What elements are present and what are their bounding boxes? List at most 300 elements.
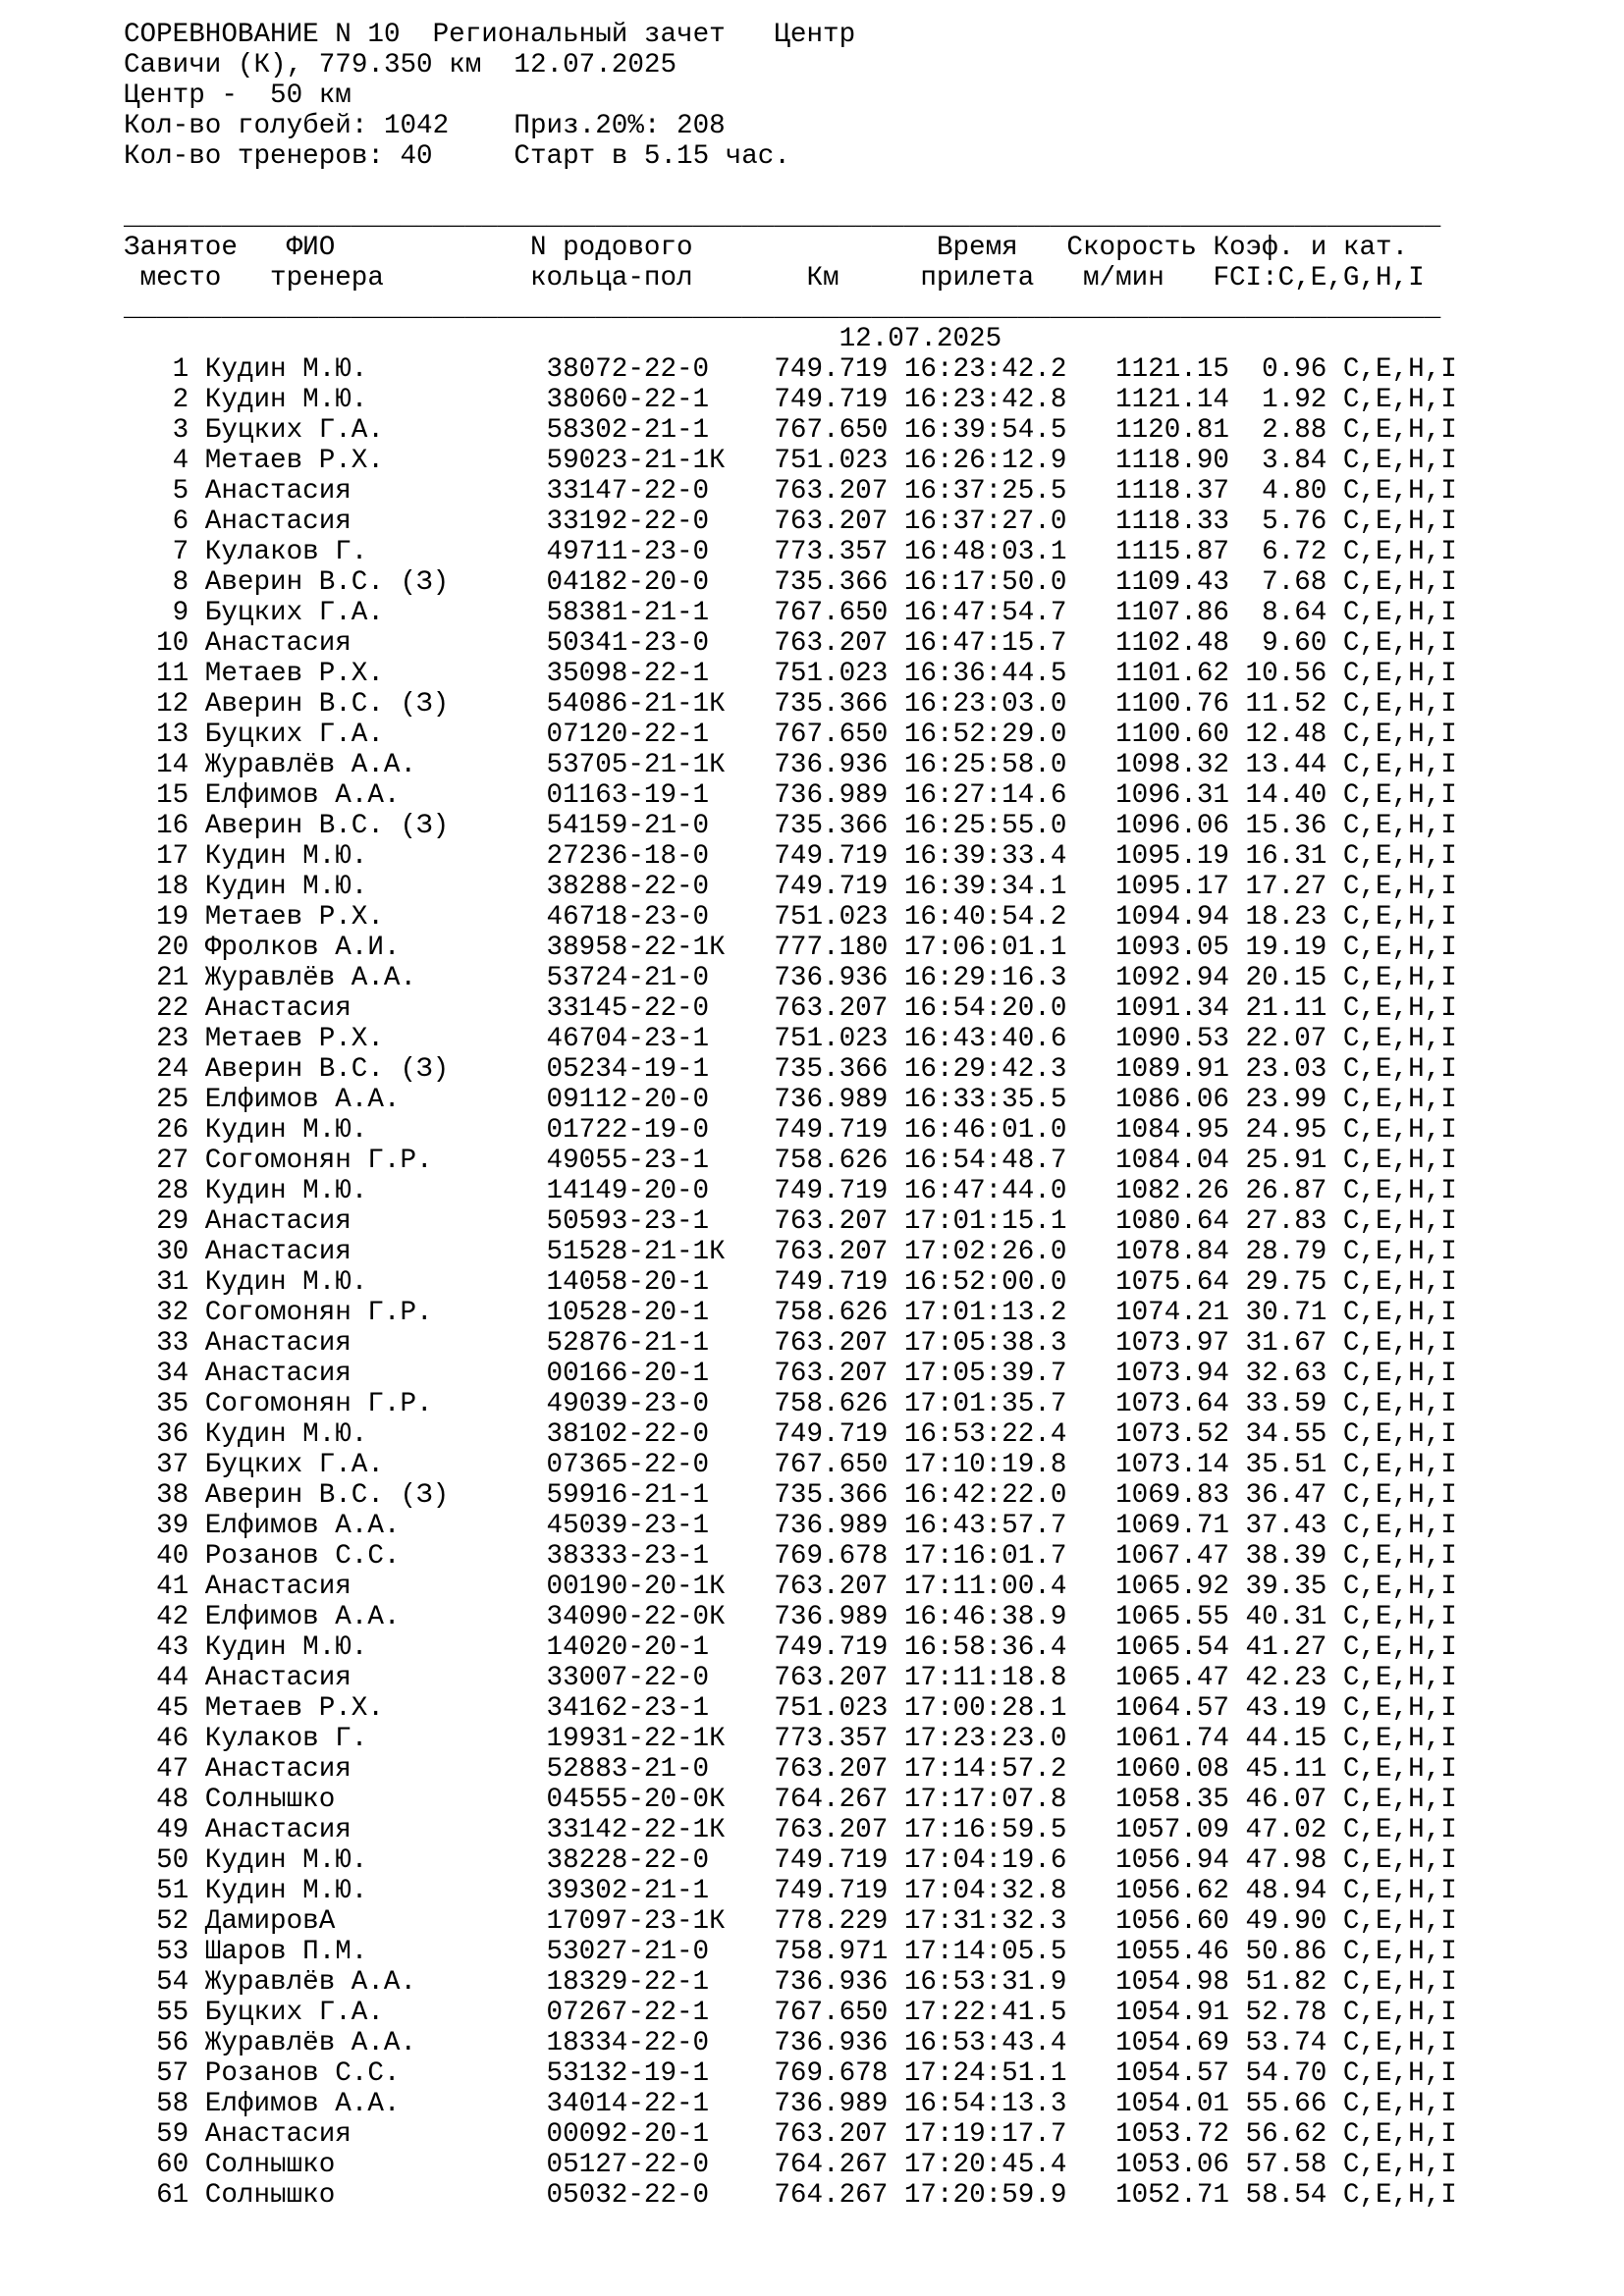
coef-cell: 37.43	[1245, 1511, 1327, 1541]
speed-cell: 1090.53	[1115, 1024, 1229, 1054]
km-cell: 773.357	[774, 1724, 889, 1754]
arrival-time-cell: 16:26:12.9	[903, 446, 1067, 476]
trainer-cell: Солнышко	[204, 2150, 336, 2180]
category-cell: C,E,H,I	[1342, 1906, 1457, 1937]
table-header-row-1	[124, 233, 1624, 263]
category-cell: C,E,H,I	[1342, 872, 1457, 902]
km-cell: 749.719	[774, 1115, 889, 1146]
speed-cell: 1053.72	[1115, 2119, 1229, 2150]
place-cell: 19	[156, 902, 189, 933]
km-cell: 749.719	[774, 1176, 889, 1206]
km-cell: 751.023	[774, 446, 889, 476]
category-cell: C,E,H,I	[1342, 1998, 1457, 2028]
result-row	[124, 1815, 1624, 1845]
ring-cell: 50593-23-1	[546, 1206, 710, 1237]
result-row	[124, 1693, 1624, 1724]
trainer-cell: Кудин М.Ю.	[204, 1267, 368, 1298]
coef-cell: 25.91	[1245, 1146, 1327, 1176]
result-row	[124, 933, 1624, 963]
speed-cell: 1096.06	[1115, 811, 1229, 841]
table-rule-bottom: _________________________________________________________________________________	[124, 294, 1441, 324]
result-row	[124, 1511, 1624, 1541]
km-cell: 749.719	[774, 1632, 889, 1663]
km-cell: 736.989	[774, 1602, 889, 1632]
km-cell: 749.719	[774, 872, 889, 902]
km-cell: 763.207	[774, 628, 889, 659]
ring-cell: 50341-23-0	[546, 628, 710, 659]
km-cell: 778.229	[774, 1906, 889, 1937]
coef-cell: 36.47	[1245, 1480, 1327, 1511]
place-cell: 52	[156, 1906, 189, 1937]
coef-cell: 51.82	[1245, 1967, 1327, 1998]
speed-cell: 1064.57	[1115, 1693, 1229, 1724]
report-stats-line-1: Кол-во голубей: 1042 Приз.20%: 208	[124, 111, 726, 141]
speed-cell: 1056.62	[1115, 1876, 1229, 1906]
category-cell: C,E,H,I	[1342, 933, 1457, 963]
category-cell: C,E,H,I	[1342, 415, 1457, 446]
coef-cell: 3.84	[1262, 446, 1327, 476]
category-cell: C,E,H,I	[1342, 1815, 1457, 1845]
arrival-time-cell: 16:39:34.1	[903, 872, 1067, 902]
trainer-cell: Анастасия	[204, 476, 352, 507]
result-row	[124, 507, 1624, 537]
trainer-cell: Кудин М.Ю.	[204, 1115, 368, 1146]
trainer-cell: Кудин М.Ю.	[204, 1419, 368, 1450]
category-cell: C,E,H,I	[1342, 780, 1457, 811]
place-cell: 35	[156, 1389, 189, 1419]
km-cell: 767.650	[774, 598, 889, 628]
speed-cell: 1080.64	[1115, 1206, 1229, 1237]
km-cell: 758.626	[774, 1146, 889, 1176]
trainer-cell: Кудин М.Ю.	[204, 354, 368, 385]
place-cell: 37	[156, 1450, 189, 1480]
category-cell: C,E,H,I	[1342, 628, 1457, 659]
category-cell: C,E,H,I	[1342, 1359, 1457, 1389]
category-cell: C,E,H,I	[1342, 1176, 1457, 1206]
result-row	[124, 1632, 1624, 1663]
result-row	[124, 993, 1624, 1024]
arrival-time-cell: 17:16:59.5	[903, 1815, 1067, 1845]
speed-cell: 1065.55	[1115, 1602, 1229, 1632]
result-row	[124, 841, 1624, 872]
result-row	[124, 415, 1624, 446]
category-cell: C,E,H,I	[1342, 1085, 1457, 1115]
arrival-time-cell: 16:33:35.5	[903, 1085, 1067, 1115]
coef-cell: 44.15	[1245, 1724, 1327, 1754]
arrival-time-cell: 16:40:54.2	[903, 902, 1067, 933]
result-row	[124, 1237, 1624, 1267]
place-cell: 59	[156, 2119, 189, 2150]
trainer-cell: Кудин М.Ю.	[204, 1876, 368, 1906]
ring-cell: 33147-22-0	[546, 476, 710, 507]
arrival-time-cell: 16:29:16.3	[903, 963, 1067, 993]
place-cell: 6	[172, 507, 189, 537]
coef-cell: 22.07	[1245, 1024, 1327, 1054]
ring-cell: 07365-22-0	[546, 1450, 710, 1480]
km-cell: 763.207	[774, 507, 889, 537]
ring-cell: 01163-19-1	[546, 780, 710, 811]
ring-cell: 05127-22-0	[546, 2150, 710, 2180]
km-cell: 735.366	[774, 567, 889, 598]
ring-cell: 33142-22-1К	[546, 1815, 726, 1845]
km-cell: 736.936	[774, 2028, 889, 2058]
col-header-place-1: Занятое	[124, 233, 238, 263]
place-cell: 54	[156, 1967, 189, 1998]
result-row	[124, 1298, 1624, 1328]
trainer-cell: Елфимов А.А.	[204, 1602, 401, 1632]
category-cell: C,E,H,I	[1342, 1115, 1457, 1146]
speed-cell: 1121.14	[1115, 385, 1229, 415]
coef-cell: 30.71	[1245, 1298, 1327, 1328]
col-header-ring-2: кольца-пол	[529, 263, 693, 294]
speed-cell: 1101.62	[1115, 659, 1229, 689]
place-cell: 55	[156, 1998, 189, 2028]
coef-cell: 4.80	[1262, 476, 1327, 507]
ring-cell: 54086-21-1К	[546, 689, 726, 720]
place-cell: 9	[172, 598, 189, 628]
coef-cell: 45.11	[1245, 1754, 1327, 1785]
speed-cell: 1098.32	[1115, 750, 1229, 780]
trainer-cell: Анастасия	[204, 1328, 352, 1359]
trainer-cell: Метаев Р.Х.	[204, 1693, 384, 1724]
speed-cell: 1052.71	[1115, 2180, 1229, 2211]
result-row	[124, 476, 1624, 507]
km-cell: 764.267	[774, 1785, 889, 1815]
category-cell: C,E,H,I	[1342, 1419, 1457, 1450]
category-cell: C,E,H,I	[1342, 1450, 1457, 1480]
category-cell: C,E,H,I	[1342, 1632, 1457, 1663]
coef-cell: 27.83	[1245, 1206, 1327, 1237]
category-cell: C,E,H,I	[1342, 2058, 1457, 2089]
trainer-cell: ДамировА	[204, 1906, 336, 1937]
place-cell: 32	[156, 1298, 189, 1328]
trainer-cell: Анастасия	[204, 1572, 352, 1602]
result-row	[124, 567, 1624, 598]
place-cell: 51	[156, 1876, 189, 1906]
result-row	[124, 780, 1624, 811]
trainer-cell: Кулаков Г.	[204, 537, 368, 567]
category-cell: C,E,H,I	[1342, 1967, 1457, 1998]
km-cell: 749.719	[774, 354, 889, 385]
table-date-line	[124, 324, 1624, 354]
speed-cell: 1100.60	[1115, 720, 1229, 750]
km-cell: 769.678	[774, 1541, 889, 1572]
arrival-time-cell: 17:10:19.8	[903, 1450, 1067, 1480]
coef-cell: 7.68	[1262, 567, 1327, 598]
km-cell: 749.719	[774, 1876, 889, 1906]
speed-cell: 1084.04	[1115, 1146, 1229, 1176]
result-row	[124, 720, 1624, 750]
coef-cell: 46.07	[1245, 1785, 1327, 1815]
trainer-cell: Метаев Р.Х.	[204, 1024, 384, 1054]
trainer-cell: Согомонян Г.Р.	[204, 1298, 433, 1328]
category-cell: C,E,H,I	[1342, 1693, 1457, 1724]
ring-cell: 53132-19-1	[546, 2058, 710, 2089]
coef-cell: 47.02	[1245, 1815, 1327, 1845]
trainer-cell: Аверин В.С. (З)	[204, 567, 450, 598]
trainer-cell: Солнышко	[204, 1785, 336, 1815]
arrival-time-cell: 17:23:23.0	[903, 1724, 1067, 1754]
coef-cell: 42.23	[1245, 1663, 1327, 1693]
arrival-time-cell: 17:01:35.7	[903, 1389, 1067, 1419]
arrival-time-cell: 16:54:48.7	[903, 1146, 1067, 1176]
trainer-cell: Кудин М.Ю.	[204, 841, 368, 872]
speed-cell: 1093.05	[1115, 933, 1229, 963]
trainer-cell: Анастасия	[204, 1359, 352, 1389]
result-row	[124, 1480, 1624, 1511]
place-cell: 16	[156, 811, 189, 841]
category-cell: C,E,H,I	[1342, 567, 1457, 598]
category-cell: C,E,H,I	[1342, 1785, 1457, 1815]
coef-cell: 23.03	[1245, 1054, 1327, 1085]
trainer-cell: Кудин М.Ю.	[204, 385, 368, 415]
ring-cell: 49055-23-1	[546, 1146, 710, 1176]
result-row	[124, 1085, 1624, 1115]
place-cell: 7	[172, 537, 189, 567]
coef-cell: 40.31	[1245, 1602, 1327, 1632]
trainer-cell: Кудин М.Ю.	[204, 872, 368, 902]
place-cell: 11	[156, 659, 189, 689]
arrival-time-cell: 16:37:25.5	[903, 476, 1067, 507]
arrival-time-cell: 16:48:03.1	[903, 537, 1067, 567]
arrival-time-cell: 16:54:20.0	[903, 993, 1067, 1024]
place-cell: 49	[156, 1815, 189, 1845]
category-cell: C,E,H,I	[1342, 1663, 1457, 1693]
arrival-time-cell: 16:23:03.0	[903, 689, 1067, 720]
speed-cell: 1061.74	[1115, 1724, 1229, 1754]
ring-cell: 59916-21-1	[546, 1480, 710, 1511]
place-cell: 38	[156, 1480, 189, 1511]
arrival-time-cell: 17:24:51.1	[903, 2058, 1067, 2089]
category-cell: C,E,H,I	[1342, 841, 1457, 872]
ring-cell: 46704-23-1	[546, 1024, 710, 1054]
speed-cell: 1060.08	[1115, 1754, 1229, 1785]
arrival-time-cell: 17:01:13.2	[903, 1298, 1067, 1328]
coef-cell: 5.76	[1262, 507, 1327, 537]
arrival-time-cell: 16:42:22.0	[903, 1480, 1067, 1511]
category-cell: C,E,H,I	[1342, 1602, 1457, 1632]
result-row	[124, 1967, 1624, 1998]
trainer-cell: Аверин В.С. (З)	[204, 1054, 450, 1085]
category-cell: C,E,H,I	[1342, 689, 1457, 720]
result-row	[124, 1724, 1624, 1754]
category-cell: C,E,H,I	[1342, 507, 1457, 537]
place-cell: 15	[156, 780, 189, 811]
ring-cell: 07267-22-1	[546, 1998, 710, 2028]
result-row	[124, 598, 1624, 628]
trainer-cell: Кулаков Г.	[204, 1724, 368, 1754]
category-cell: C,E,H,I	[1342, 2150, 1457, 2180]
speed-cell: 1092.94	[1115, 963, 1229, 993]
coef-cell: 54.70	[1245, 2058, 1327, 2089]
result-row	[124, 385, 1624, 415]
result-row	[124, 750, 1624, 780]
category-cell: C,E,H,I	[1342, 1754, 1457, 1785]
coef-cell: 48.94	[1245, 1876, 1327, 1906]
speed-cell: 1057.09	[1115, 1815, 1229, 1845]
coef-cell: 6.72	[1262, 537, 1327, 567]
result-row	[124, 1389, 1624, 1419]
km-cell: 763.207	[774, 1663, 889, 1693]
trainer-cell: Елфимов А.А.	[204, 2089, 401, 2119]
arrival-time-cell: 16:53:22.4	[903, 1419, 1067, 1450]
coef-cell: 34.55	[1245, 1419, 1327, 1450]
coef-cell: 58.54	[1245, 2180, 1327, 2211]
speed-cell: 1107.86	[1115, 598, 1229, 628]
km-cell: 763.207	[774, 1206, 889, 1237]
coef-cell: 28.79	[1245, 1237, 1327, 1267]
result-row	[124, 1328, 1624, 1359]
trainer-cell: Метаев Р.Х.	[204, 902, 384, 933]
km-cell: 735.366	[774, 1054, 889, 1085]
trainer-cell: Журавлёв А.А.	[204, 2028, 417, 2058]
category-cell: C,E,H,I	[1342, 811, 1457, 841]
place-cell: 4	[172, 446, 189, 476]
trainer-cell: Анастасия	[204, 507, 352, 537]
km-cell: 736.989	[774, 780, 889, 811]
arrival-time-cell: 17:17:07.8	[903, 1785, 1067, 1815]
result-row	[124, 628, 1624, 659]
ring-cell: 49711-23-0	[546, 537, 710, 567]
category-cell: C,E,H,I	[1342, 1389, 1457, 1419]
ring-cell: 10528-20-1	[546, 1298, 710, 1328]
speed-cell: 1069.83	[1115, 1480, 1229, 1511]
place-cell: 45	[156, 1693, 189, 1724]
km-cell: 767.650	[774, 1450, 889, 1480]
speed-cell: 1065.92	[1115, 1572, 1229, 1602]
trainer-cell: Журавлёв А.А.	[204, 963, 417, 993]
speed-cell: 1069.71	[1115, 1511, 1229, 1541]
km-cell: 763.207	[774, 993, 889, 1024]
arrival-time-cell: 16:43:40.6	[903, 1024, 1067, 1054]
col-header-time-2: прилета	[920, 263, 1035, 294]
result-row	[124, 2028, 1624, 2058]
result-row	[124, 902, 1624, 933]
category-cell: C,E,H,I	[1342, 1876, 1457, 1906]
category-cell: C,E,H,I	[1342, 1298, 1457, 1328]
coef-cell: 41.27	[1245, 1632, 1327, 1663]
category-cell: C,E,H,I	[1342, 2180, 1457, 2211]
category-cell: C,E,H,I	[1342, 537, 1457, 567]
result-row	[124, 1267, 1624, 1298]
ring-cell: 38333-23-1	[546, 1541, 710, 1572]
km-cell: 758.626	[774, 1389, 889, 1419]
arrival-time-cell: 16:43:57.7	[903, 1511, 1067, 1541]
place-cell: 40	[156, 1541, 189, 1572]
category-cell: C,E,H,I	[1342, 446, 1457, 476]
col-header-place-2: место	[139, 263, 222, 294]
km-cell: 777.180	[774, 933, 889, 963]
result-row	[124, 2180, 1624, 2211]
ring-cell: 00190-20-1К	[546, 1572, 726, 1602]
place-cell: 53	[156, 1937, 189, 1967]
ring-cell: 00166-20-1	[546, 1359, 710, 1389]
place-cell: 56	[156, 2028, 189, 2058]
km-cell: 763.207	[774, 1328, 889, 1359]
coef-cell: 31.67	[1245, 1328, 1327, 1359]
km-cell: 736.936	[774, 750, 889, 780]
trainer-cell: Аверин В.С. (З)	[204, 811, 450, 841]
speed-cell: 1074.21	[1115, 1298, 1229, 1328]
category-cell: C,E,H,I	[1342, 659, 1457, 689]
arrival-time-cell: 16:23:42.2	[903, 354, 1067, 385]
place-cell: 24	[156, 1054, 189, 1085]
ring-cell: 01722-19-0	[546, 1115, 710, 1146]
place-cell: 41	[156, 1572, 189, 1602]
speed-cell: 1109.43	[1115, 567, 1229, 598]
trainer-cell: Елфимов А.А.	[204, 1511, 401, 1541]
arrival-time-cell: 17:14:05.5	[903, 1937, 1067, 1967]
km-cell: 763.207	[774, 1237, 889, 1267]
arrival-time-cell: 17:06:01.1	[903, 933, 1067, 963]
coef-cell: 39.35	[1245, 1572, 1327, 1602]
coef-cell: 49.90	[1245, 1906, 1327, 1937]
place-cell: 27	[156, 1146, 189, 1176]
category-cell: C,E,H,I	[1342, 1541, 1457, 1572]
category-cell: C,E,H,I	[1342, 902, 1457, 933]
category-cell: C,E,H,I	[1342, 2028, 1457, 2058]
km-cell: 763.207	[774, 476, 889, 507]
speed-cell: 1073.97	[1115, 1328, 1229, 1359]
speed-cell: 1118.90	[1115, 446, 1229, 476]
km-cell: 749.719	[774, 1845, 889, 1876]
km-cell: 736.989	[774, 1085, 889, 1115]
category-cell: C,E,H,I	[1342, 1724, 1457, 1754]
ring-cell: 38060-22-1	[546, 385, 710, 415]
ring-cell: 19931-22-1К	[546, 1724, 726, 1754]
trainer-cell: Кудин М.Ю.	[204, 1632, 368, 1663]
arrival-time-cell: 17:05:38.3	[903, 1328, 1067, 1359]
place-cell: 3	[172, 415, 189, 446]
km-cell: 749.719	[774, 841, 889, 872]
place-cell: 36	[156, 1419, 189, 1450]
km-cell: 735.366	[774, 689, 889, 720]
speed-cell: 1084.95	[1115, 1115, 1229, 1146]
trainer-cell: Розанов С.С.	[204, 2058, 401, 2089]
speed-cell: 1054.91	[1115, 1998, 1229, 2028]
coef-cell: 50.86	[1245, 1937, 1327, 1967]
result-row	[124, 446, 1624, 476]
speed-cell: 1056.94	[1115, 1845, 1229, 1876]
speed-cell: 1118.37	[1115, 476, 1229, 507]
coef-cell: 16.31	[1245, 841, 1327, 872]
coef-cell: 57.58	[1245, 2150, 1327, 2180]
ring-cell: 34162-23-1	[546, 1693, 710, 1724]
place-cell: 50	[156, 1845, 189, 1876]
coef-cell: 12.48	[1245, 720, 1327, 750]
place-cell: 43	[156, 1632, 189, 1663]
place-cell: 20	[156, 933, 189, 963]
place-cell: 23	[156, 1024, 189, 1054]
coef-cell: 20.15	[1245, 963, 1327, 993]
ring-cell: 05234-19-1	[546, 1054, 710, 1085]
coef-cell: 43.19	[1245, 1693, 1327, 1724]
place-cell: 26	[156, 1115, 189, 1146]
km-cell: 763.207	[774, 2119, 889, 2150]
category-cell: C,E,H,I	[1342, 1237, 1457, 1267]
ring-cell: 38958-22-1К	[546, 933, 726, 963]
place-cell: 46	[156, 1724, 189, 1754]
report-title-line-1: СОРЕВНОВАНИЕ N 10 Региональный зачет Центр	[124, 20, 856, 50]
arrival-time-cell: 17:04:19.6	[903, 1845, 1067, 1876]
coef-cell: 2.88	[1262, 415, 1327, 446]
arrival-time-cell: 16:54:13.3	[903, 2089, 1067, 2119]
place-cell: 17	[156, 841, 189, 872]
place-cell: 33	[156, 1328, 189, 1359]
arrival-time-cell: 17:00:28.1	[903, 1693, 1067, 1724]
coef-cell: 11.52	[1245, 689, 1327, 720]
trainer-cell: Буцких Г.А.	[204, 415, 384, 446]
